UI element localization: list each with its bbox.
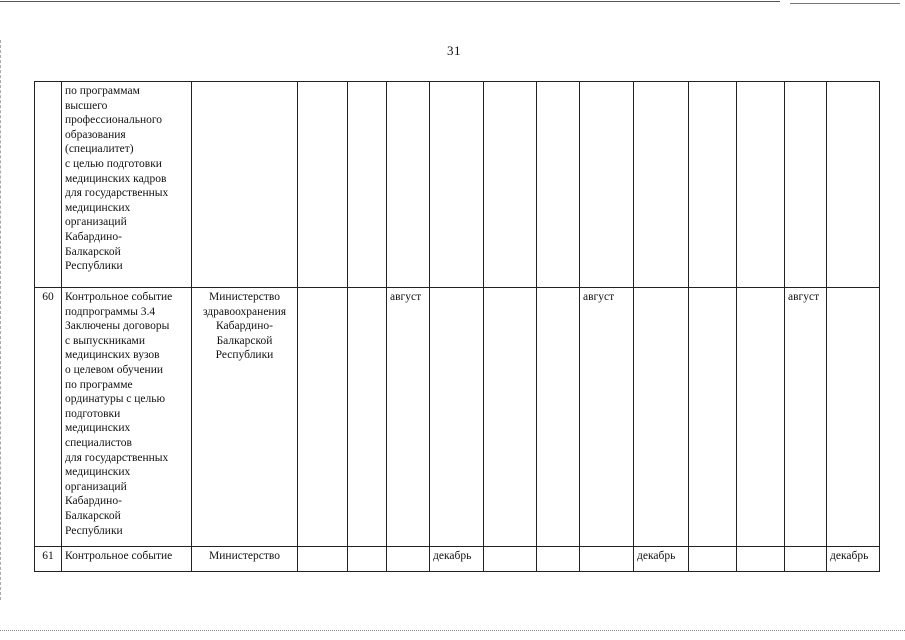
month-cell: [430, 82, 484, 288]
event-name: по программам высшего профессионального образования (специалитет) с целью подготовки медицинских кадров для государственных медицинских организаций Кабардино- Балкарской Республики: [62, 82, 192, 288]
month-cell: декабрь: [827, 547, 880, 572]
table-row: [35, 82, 880, 288]
top-border-line-right: [790, 3, 900, 4]
table-row: [35, 288, 880, 547]
scan-bottom-noise: [0, 630, 905, 637]
month-cell: [298, 82, 348, 288]
month-cell: [689, 82, 737, 288]
month-cell: [387, 82, 430, 288]
row-number: [35, 82, 62, 288]
month-cell: август: [387, 288, 430, 547]
month-cell: [537, 82, 580, 288]
month-cell: [298, 547, 348, 572]
month-cell: [348, 288, 387, 547]
event-name: Контрольное событие: [62, 547, 192, 572]
control-events-table: [34, 81, 880, 572]
executor: Министерство: [192, 547, 298, 572]
month-cell: [737, 288, 785, 547]
executor: [192, 82, 298, 288]
month-cell: декабрь: [634, 547, 689, 572]
month-cell: [827, 288, 880, 547]
top-border-line: [0, 1, 780, 2]
month-cell: [580, 547, 634, 572]
month-cell: [348, 547, 387, 572]
month-cell: август: [580, 288, 634, 547]
month-cell: [430, 288, 484, 547]
month-cell: [348, 82, 387, 288]
month-cell: [785, 547, 827, 572]
month-cell: [634, 82, 689, 288]
month-cell: [689, 288, 737, 547]
month-cell: август: [785, 288, 827, 547]
month-cell: декабрь: [430, 547, 484, 572]
month-cell: [634, 288, 689, 547]
event-name: Контрольное событие подпрограммы 3.4 Заключены договоры с выпускниками медицинских вузов о целевом обучении по программе ординатуры с целью подготовки медицинских специалистов для государственных медицинских организаций Кабардино- Балкарской Республики: [62, 288, 192, 547]
month-cell: [298, 288, 348, 547]
page-number: 31: [447, 43, 461, 58]
month-cell: [387, 547, 430, 572]
month-cell: [827, 82, 880, 288]
scan-margin-marks: [0, 40, 5, 600]
month-cell: [737, 82, 785, 288]
row-number: 60: [35, 288, 62, 547]
table-row: [35, 547, 880, 572]
month-cell: [785, 82, 827, 288]
month-cell: [484, 288, 537, 547]
month-cell: [484, 82, 537, 288]
month-cell: [484, 547, 537, 572]
month-cell: [537, 288, 580, 547]
executor: Министерство здравоохранения Кабардино- Балкарской Республики: [192, 288, 298, 547]
row-number: 61: [35, 547, 62, 572]
month-cell: [737, 547, 785, 572]
month-cell: [537, 547, 580, 572]
month-cell: [580, 82, 634, 288]
month-cell: [689, 547, 737, 572]
